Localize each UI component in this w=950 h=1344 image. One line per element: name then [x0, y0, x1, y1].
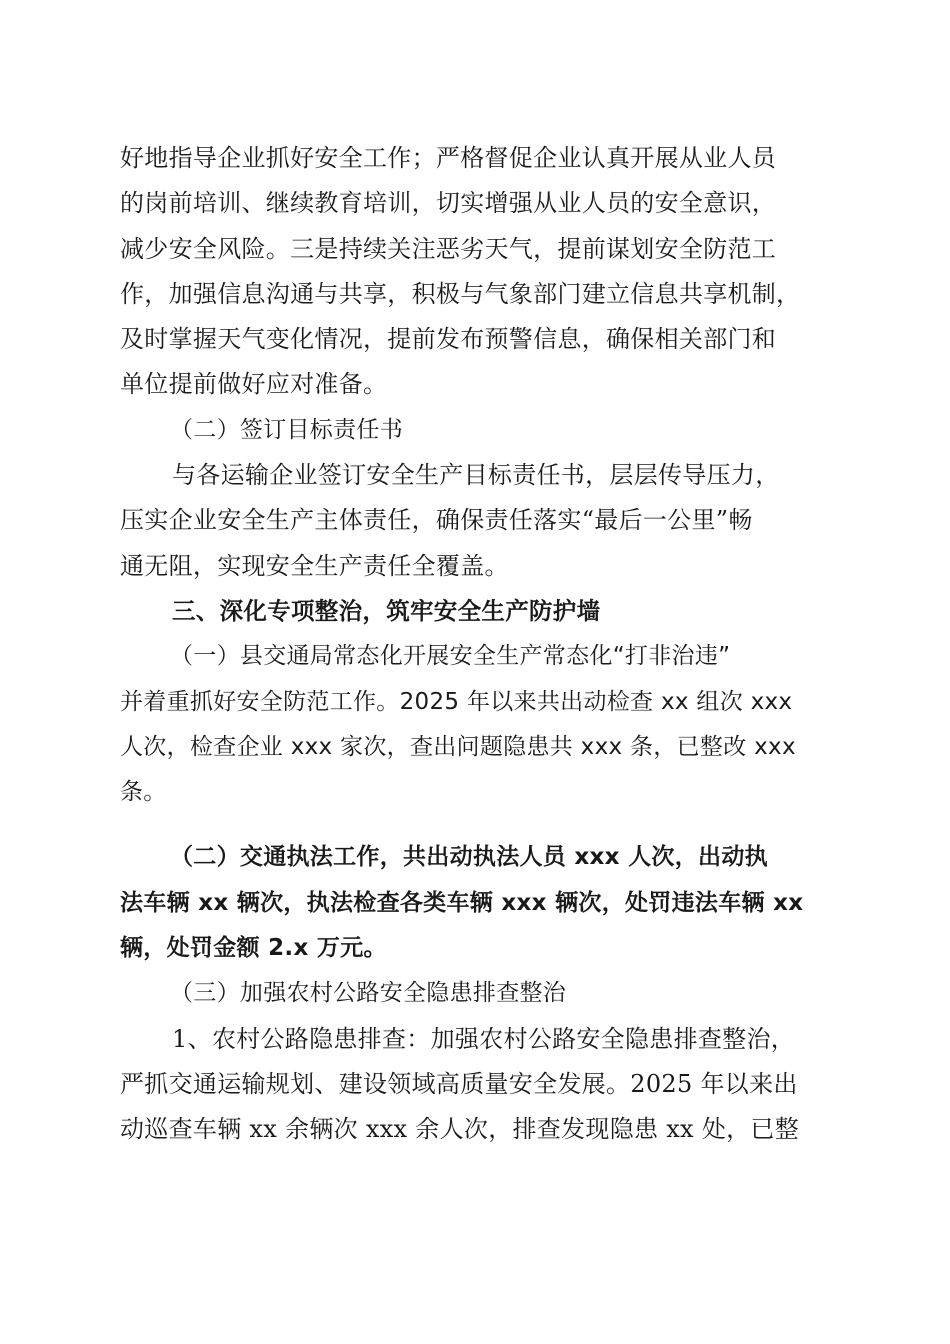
- paragraph-responsibility: [120, 453, 840, 589]
- text-line: 法车辆 xx 辆次，执法检查各类车辆 xxx 辆次，处罚违法车辆 xx: [120, 889, 804, 916]
- text-line: 条。: [120, 779, 167, 806]
- text-line: 辆，处罚金额 2.x 万元。: [120, 935, 387, 962]
- text-line: （二）交通执法工作，共出动执法人员 xxx 人次，出动执: [170, 844, 768, 871]
- text-line: 人次，检查企业 xxx 家次，查出问题隐患共 xxx 条，已整改 xxx: [120, 733, 796, 760]
- paragraph-safety-measures: [120, 136, 840, 408]
- text-line: （一）县交通局常态化开展安全生产常态化“打非治违”: [170, 643, 731, 670]
- spacer: [120, 815, 840, 835]
- text-line: 严抓交通运输规划、建设领域高质量安全发展。2025 年以来出: [120, 1069, 798, 1098]
- text-line: 并着重抓好安全防范工作。2025 年以来共出动检查 xx 组次 xxx: [120, 688, 793, 715]
- text-line: 的岗前培训、继续教育培训，切实增强从业人员的安全意识，: [120, 189, 777, 218]
- text-line: 好地指导企业抓好安全工作；严格督促企业认真开展从业人员: [120, 144, 777, 172]
- text-line: 作，加强信息沟通与共享，积极与气象部门建立信息共享机制，: [120, 279, 801, 308]
- document-body: [120, 136, 840, 1153]
- text-line: 单位提前做好应对准备。: [120, 370, 388, 399]
- text-line: 及时掌握天气变化情况，提前发布预警信息，确保相关部门和: [120, 325, 777, 354]
- section-heading-3: 三、深化专项整治，筑牢安全生产防护墙: [172, 596, 601, 625]
- item-3-2: [120, 835, 840, 971]
- subheading-sign-responsibility: （二）签订目标责任书: [170, 416, 403, 443]
- text-line: 减少安全风险。三是持续关注恶劣天气，提前谋划安全防范工: [120, 234, 777, 263]
- text-line: 通无阻，实现安全生产责任全覆盖。: [120, 551, 509, 580]
- paragraph-rural-roads: [120, 1017, 840, 1153]
- text-line: 压实企业安全生产主体责任，确保责任落实“最后一公里”畅: [120, 506, 753, 535]
- text-line: 与各运输企业签订安全生产目标责任书，层层传导压力，: [172, 461, 780, 490]
- text-line: 动巡查车辆 xx 余辆次 xxx 余人次，排查发现隐患 xx 处，已整: [120, 1115, 800, 1144]
- item-3-1: [120, 634, 840, 815]
- text-line: 1、农村公路隐患排查：加强农村公路安全隐患排查整治，: [172, 1024, 796, 1053]
- subheading-rural-roads: （三）加强农村公路安全隐患排查整治: [170, 980, 567, 1007]
